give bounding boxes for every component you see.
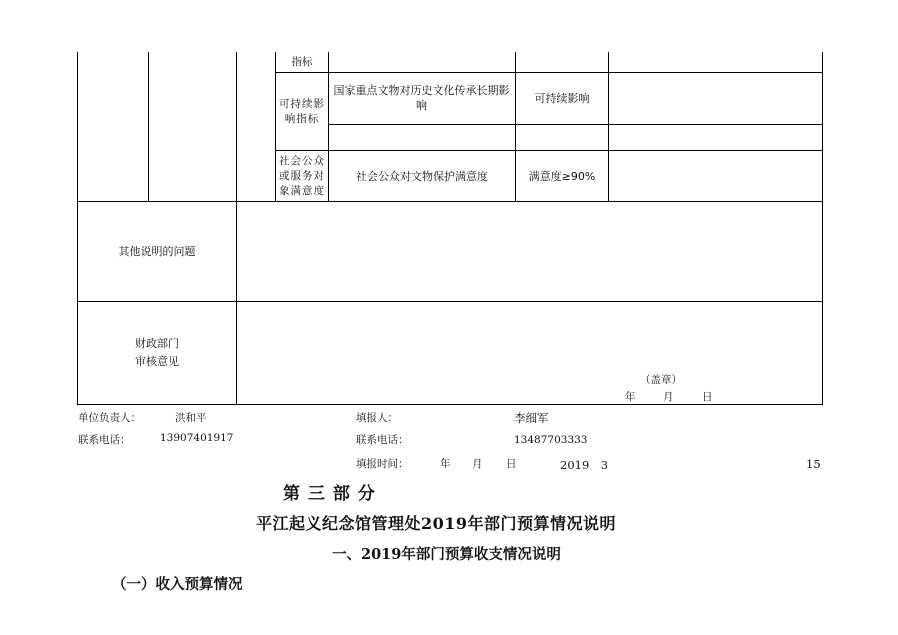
fill-time-label: 填报时间： (356, 458, 409, 470)
sub-title: 一、2019年部门预算收支情况说明 (332, 546, 561, 563)
fill-time-value: 2019 3 (560, 458, 609, 472)
page-number: 15 (806, 457, 821, 471)
sustain-indicator-label: 可持续影响指标 (279, 98, 325, 125)
indicator-tail-text: 指标 (291, 56, 313, 68)
main-title: 平江起义纪念馆管理处2019年部门预算情况说明 (256, 514, 617, 533)
unit-head-label: 单位负责人： (78, 412, 141, 424)
other-issues-label: 其他说明的问题 (118, 245, 196, 258)
part-title: 第 三 部 分 (283, 484, 376, 504)
fill-time-day: 日 (506, 458, 517, 470)
finance-review-label-1: 财政部门 (135, 336, 179, 350)
filler-label: 填报人： (356, 412, 398, 424)
fill-time-month: 月 (472, 458, 483, 470)
satisfaction-indicator-value: 满意度≥90% (528, 169, 596, 183)
table-border-bottom (77, 404, 823, 405)
col-line-3 (275, 52, 276, 202)
col-line-6 (608, 52, 609, 202)
row-line-e (77, 301, 823, 302)
sustain-indicator-value: 可持续影响 (534, 91, 590, 105)
satisfaction-indicator-label: 社会公众或服务对象满意度 (279, 154, 325, 197)
unit-head-name: 洪和平 (175, 412, 207, 424)
table-border-right (822, 52, 823, 405)
filler-name: 李细军 (514, 411, 549, 425)
sub-sub-title: （一）收入预算情况 (112, 576, 243, 593)
phone-number-2: 13487703333 (514, 434, 588, 446)
seal-date-day: 日 (702, 391, 713, 403)
col-line-4 (328, 52, 329, 202)
row-line-b (328, 124, 823, 125)
finance-review-label-2: 审核意见 (135, 354, 179, 368)
seal-date-year: 年 (625, 391, 636, 403)
phone-label-1: 联系电话： (78, 434, 131, 446)
row-line-c (275, 150, 823, 151)
row-line-a (275, 72, 823, 73)
seal-text: （盖章） (640, 374, 682, 386)
col-line-1 (148, 52, 149, 202)
sustain-indicator-content: 国家重点文物对历史文化传承长期影响 (333, 84, 510, 112)
col-line-2 (236, 52, 237, 405)
seal-date-month: 月 (663, 391, 674, 403)
fill-time-year: 年 (440, 458, 451, 470)
phone-label-2: 联系电话： (356, 434, 409, 446)
satisfaction-indicator-content: 社会公众对文物保护满意度 (356, 169, 488, 183)
phone-number-1: 13907401917 (160, 432, 234, 444)
